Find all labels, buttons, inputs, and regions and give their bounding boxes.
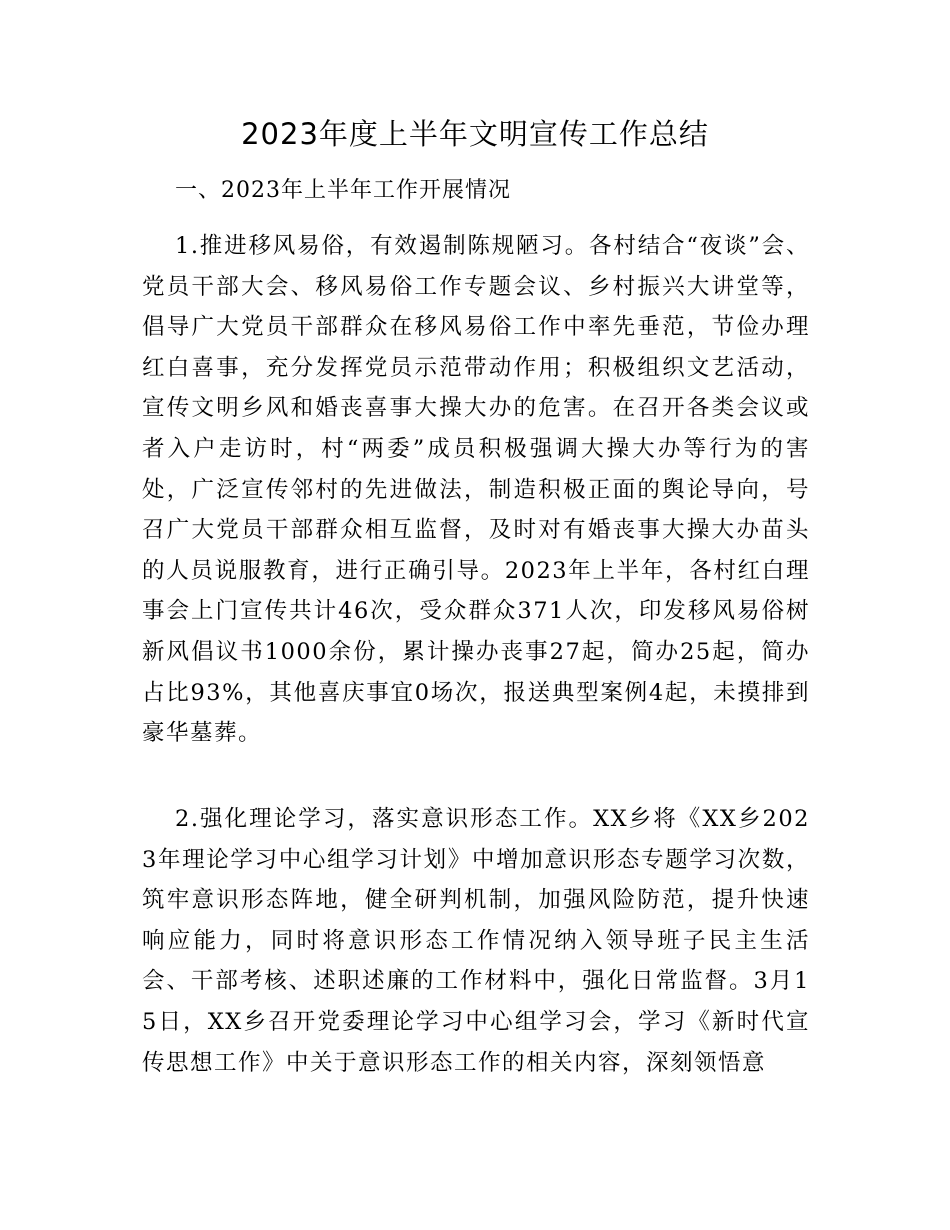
paragraph-2: 2.强化理论学习，落实意识形态工作。XX乡将《XX乡2023年理论学习中心组学习计划》中增加意识形态专题学习次数，筑牢意识形态阵地，健全研判机制，加强风险防范，提升快速响应能力，同时将意识形态工作情况纳入领导班子民主生活会、干部考核、述职述廉的工作材料中，强化日常监督。3月15日，XX乡召开党委理论学习中心组学习会，学习《新时代宣传思想工作》中关于意识形态工作的相关内容，深刻领悟意 <box>142 806 810 1076</box>
paragraph-1: 1.推进移风易俗，有效遏制陈规陋习。各村结合“夜谈”会、党员干部大会、移风易俗工作专题会议、乡村振兴大讲堂等，倡导广大党员干部群众在移风易俗工作中率先垂范，节俭办理红白喜事，充分发挥党员示范带动作用；积极组织文艺活动，宣传文明乡风和婚丧喜事大操大办的危害。在召开各类会议或者入户走访时，村“两委”成员积极强调大操大办等行为的害处，广泛宣传邻村的先进做法，制造积极正面的舆论导向，号召广大党员干部群众相互监督，及时对有婚丧事大操大办苗头的人员说服教育，进行正确引导。2023年上半年，各村红白理事会上门宣传共计46次，受众群众371人次，印发移风易俗树新风倡议书1000余份，累计操办丧事27起，简办25起，简办占比93%，其他喜庆事宜0场次，报送典型案例4起，未摸排到豪华墓葬。 <box>142 233 810 747</box>
document-title: 2023年度上半年文明宣传工作总结 <box>241 117 709 151</box>
section-heading: 一、2023年上半年工作开展情况 <box>175 178 511 203</box>
